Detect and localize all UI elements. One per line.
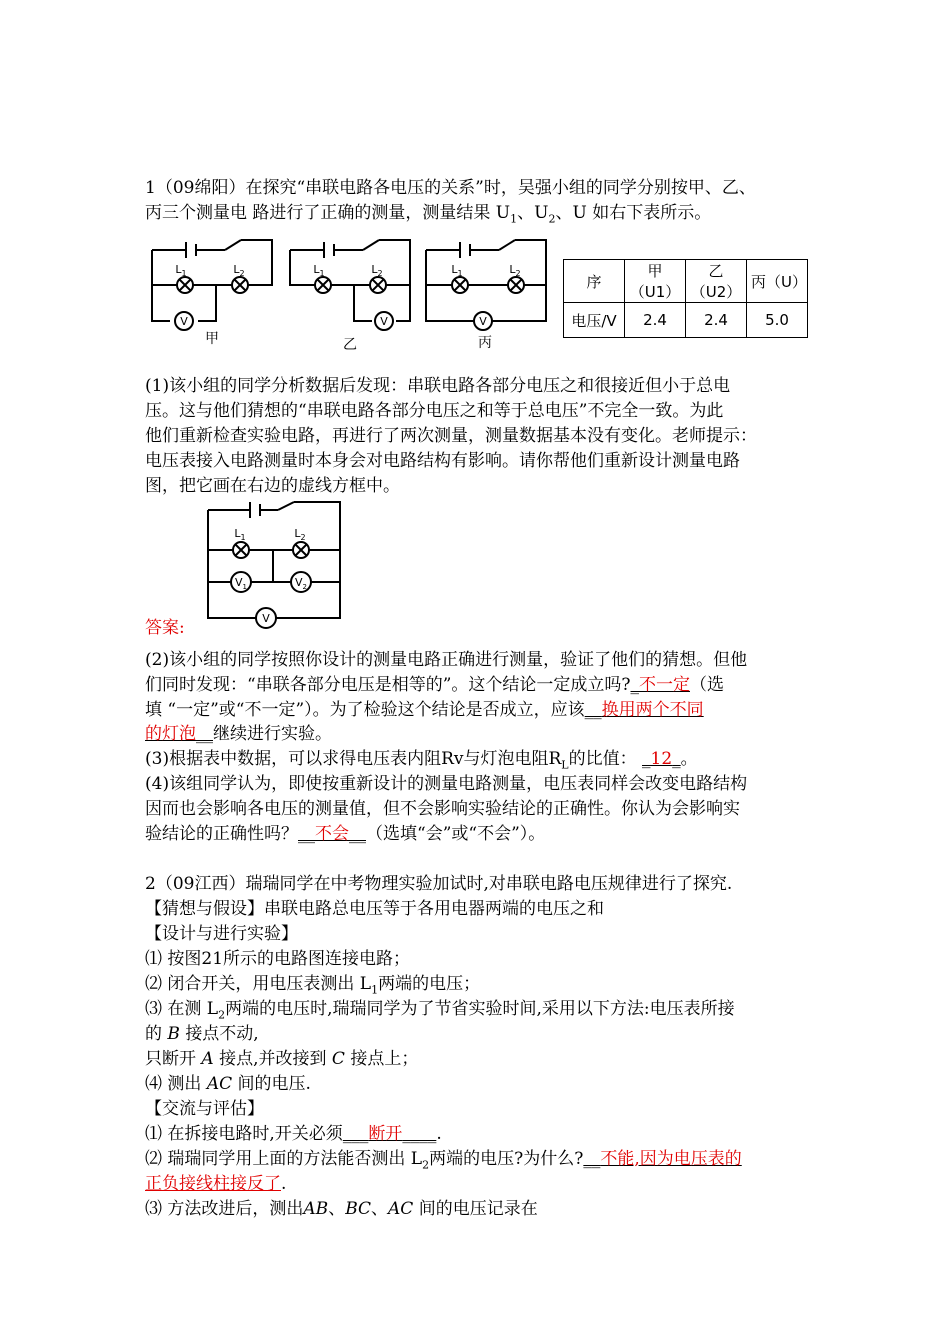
svg-text:V: V — [380, 315, 388, 328]
q2-hypothesis: 【猜想与假设】串联电路总电压等于各用电器两端的电压之和 — [145, 899, 604, 919]
table-cell: 2.4 — [625, 303, 686, 338]
q1-p1-line4: 电压表接入电路测量时本身会对电路结构有影响。请你帮他们重新设计测量电路 — [145, 451, 740, 471]
circuit-diagrams — [140, 232, 560, 357]
answer-blank-6: 不能,因为电压表的 — [600, 1149, 742, 1169]
q2-step3-line1: ⑶ 在测 $L_2$两端的电压时,瑞瑞同学为了节省实验时间,采用以下方法:电压表所接 — [145, 999, 735, 1022]
q1-p1-line2: 压。这与他们猜想的“串联电路各部分电压之和等于总电压”不完全一致。为此 — [145, 401, 724, 421]
circuit-label-yi: 乙 — [343, 337, 357, 353]
q2-step2: ⑵ 闭合开关，用电压表测出 $L_1$两端的电压； — [145, 974, 481, 997]
svg-text:L1: $L_1$ — [451, 263, 463, 278]
q1-p2-line2: 们同时发现：“串联各部分电压是相等的”。这个结论一定成立吗?_不一定（选 — [145, 675, 724, 695]
table-header-cell: 甲（U1） — [625, 260, 686, 303]
q1-p3: (3)根据表中数据，可以求得电压表内阻Rv与灯泡电阻$R_L$的比值： _12_。 — [145, 749, 698, 772]
q2-step1: ⑴ 按图21所示的电路图连接电路； — [145, 949, 411, 969]
svg-text:L2: $L_2$ — [294, 527, 306, 542]
table-row — [564, 303, 808, 338]
q1-p2-line4: 的灯泡__继续进行实验。 — [145, 724, 332, 744]
table-header-cell: 乙（U2） — [686, 260, 747, 303]
table-row — [564, 260, 808, 303]
q2-eval1: ⑴ 在拆接电路时,开关必须___断开____. — [145, 1124, 442, 1144]
svg-text:V: V — [180, 315, 188, 328]
svg-text:L2: $L_2$ — [233, 263, 245, 278]
q1-p4-line1: (4)该组同学认为，即使按重新设计的测量电路测量，电压表同样会改变电路结构 — [145, 774, 748, 794]
q1-p4-line3: 验结论的正确性吗？__不会__（选填“会”或“不会”）。 — [145, 824, 546, 844]
q2-step3-line2: 的 B 接点不动, — [145, 1024, 259, 1044]
q2-eval2-line2: 正负接线柱接反了. — [145, 1174, 287, 1194]
q2-step3-line3: 只断开 A 接点,并改接到 C 接点上； — [145, 1049, 419, 1069]
table-cell: 2.4 — [686, 303, 747, 338]
q2-eval-heading: 【交流与评估】 — [145, 1099, 264, 1119]
q1-p2-line3: 填 “一定”或“不一定”）。为了检验这个结论是否成立，应该__换用两个不同 — [145, 700, 704, 720]
table-cell: 5.0 — [747, 303, 808, 338]
table-header-cell: 丙（U） — [747, 260, 808, 303]
svg-text:L1: $L_1$ — [313, 263, 325, 278]
answer-blank-2: 换用两个不同 — [601, 700, 704, 720]
circuit-jia — [152, 240, 272, 330]
svg-text:L2: $L_2$ — [371, 263, 383, 278]
q1-p1-line5: 图，把它画在右边的虚线方框中。 — [145, 476, 400, 496]
svg-text:V: V — [479, 315, 487, 328]
answer-blank-3: 12 — [650, 749, 673, 769]
table-header-cell: 序 — [564, 260, 625, 303]
q2-title: 2（09江西）瑞瑞同学在中考物理实验加试时,对串联电路电压规律进行了探究. — [145, 874, 733, 894]
q1-p1-line3: 他们重新检查实验电路，再进行了两次测量，测量数据基本没有变化。老师提示： — [145, 426, 757, 446]
svg-text:L2: $L_2$ — [509, 263, 521, 278]
svg-text:V1: $V_1$ — [235, 576, 247, 591]
circuit-label-jia: 甲 — [205, 331, 219, 347]
svg-text:L1: $L_1$ — [175, 263, 187, 278]
svg-text:L1: $L_1$ — [234, 527, 246, 542]
answer-blank-4: 不会 — [315, 824, 349, 844]
answer-blank-1: 不一定 — [639, 675, 690, 695]
answer-circuit-diagram — [200, 500, 350, 630]
circuit-yi — [290, 240, 410, 330]
table-row-label: 电压/V — [564, 303, 625, 338]
q1-p2-line1: (2)该小组的同学按照你设计的测量电路正确进行测量，验证了他们的猜想。但他 — [145, 650, 748, 670]
q1-intro-line2: 丙三个测量电 路进行了正确的测量，测量结果 $U_1$、$U_2$、U 如右下表所示。 — [145, 203, 712, 226]
results-table — [563, 259, 808, 338]
q2-design-heading: 【设计与进行实验】 — [145, 924, 298, 944]
q1-intro-line1: 1（09绵阳）在探究“串联电路各电压的关系”时，吴强小组的同学分别按甲、乙、 — [145, 178, 756, 198]
q2-eval3: ⑶ 方法改进后，测出AB、BC、AC 间的电压记录在 — [145, 1199, 538, 1219]
answer-blank-5: 断开 — [368, 1124, 403, 1144]
circuit-label-bing: 丙 — [478, 335, 492, 351]
svg-text:V2: $V_2$ — [295, 576, 307, 591]
q1-p4-line2: 因而也会影响各电压的测量值，但不会影响实验结论的正确性。你认为会影响实 — [145, 799, 740, 819]
answer-label: 答案: — [145, 618, 185, 638]
q2-step4: ⑷ 测出 AC 间的电压. — [145, 1074, 311, 1094]
q2-eval2-line1: ⑵ 瑞瑞同学用上面的方法能否测出 $L_2$两端的电压?为什么?__不能,因为电压表的 — [145, 1149, 742, 1172]
svg-text:V: V — [262, 612, 270, 625]
q1-p1-line1: (1)该小组的同学分析数据后发现：串联电路各部分电压之和很接近但小于总电 — [145, 376, 731, 396]
